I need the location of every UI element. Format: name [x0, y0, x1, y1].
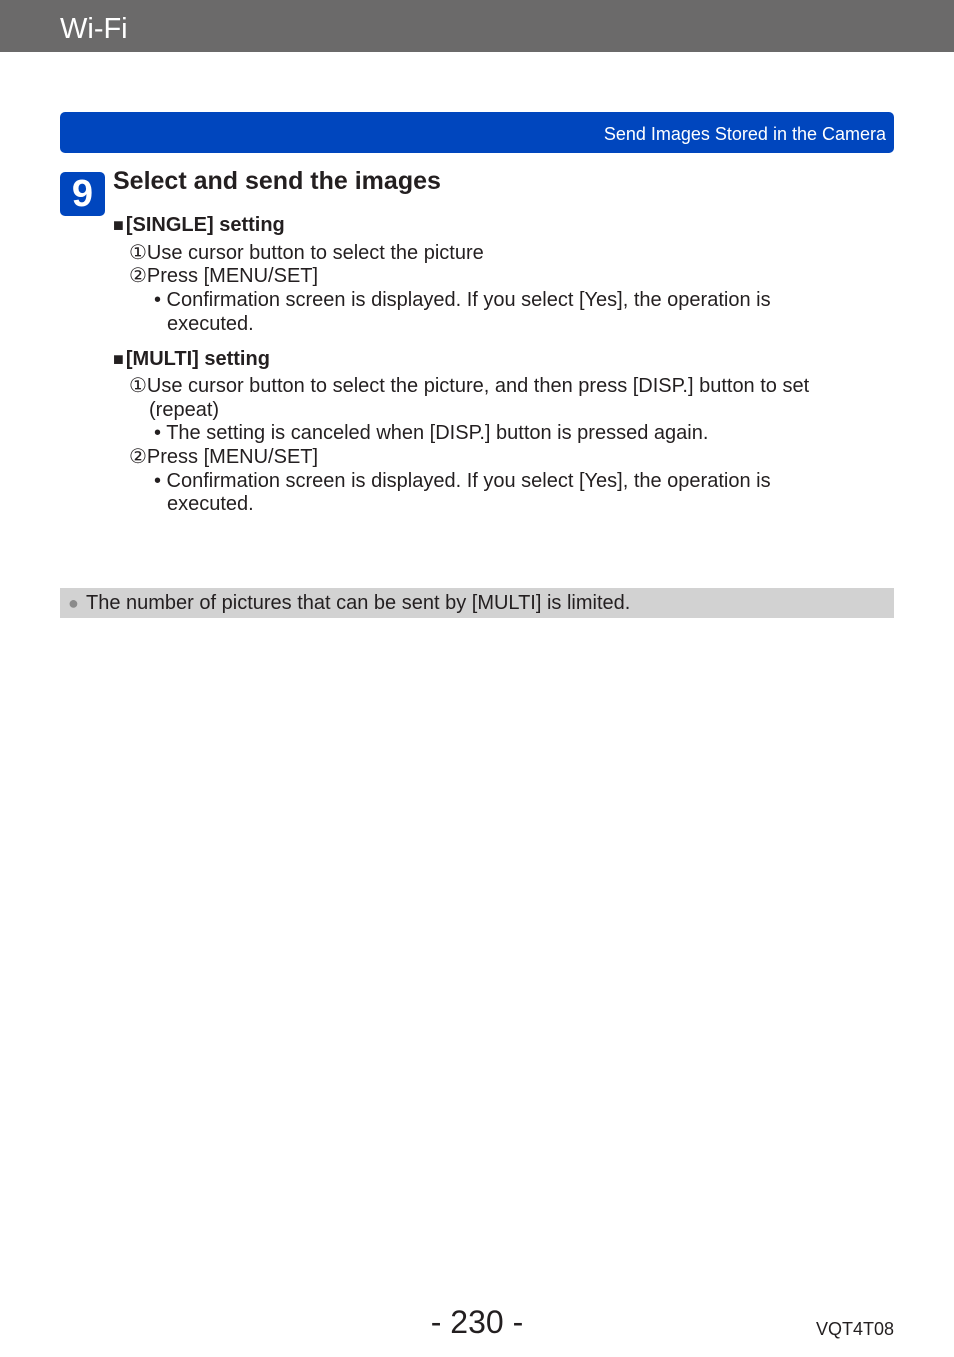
multi-step-2: ②Press [MENU/SET]	[129, 446, 319, 468]
multi-setting-heading	[113, 347, 270, 371]
document-code: VQT4T08	[815, 1319, 894, 1339]
square-bullet-icon: ■	[113, 349, 124, 369]
multi-bullet-2-line-1: • Confirmation screen is displayed. If you select [Yes], the operation is	[154, 470, 771, 492]
single-bullet-1-line-2: executed.	[167, 313, 254, 335]
square-bullet-icon: ■	[113, 215, 124, 235]
single-setting-heading-text: [SINGLE] setting	[125, 214, 285, 236]
step-title: Select and send the images	[113, 167, 441, 195]
section-banner	[60, 112, 894, 153]
single-setting-heading	[113, 213, 285, 237]
multi-step-1-line-1: ①Use cursor button to select the picture, and then press [DISP.] button to set	[129, 375, 810, 397]
step-number-badge: 9	[60, 172, 105, 216]
multi-setting-heading-text: [MULTI] setting	[125, 348, 270, 370]
chapter-header-bar	[0, 0, 954, 52]
single-step-1: ①Use cursor button to select the picture	[129, 242, 484, 264]
single-bullet-1-line-1: • Confirmation screen is displayed. If you select [Yes], the operation is	[154, 289, 771, 311]
multi-bullet-2-line-2: executed.	[167, 493, 254, 515]
multi-bullet-1: • The setting is canceled when [DISP.] button is pressed again.	[154, 422, 709, 444]
single-step-2: ②Press [MENU/SET]	[129, 265, 319, 287]
note-text: The number of pictures that can be sent by [MULTI] is limited.	[86, 592, 631, 614]
chapter-title: Wi-Fi	[60, 13, 128, 45]
section-banner-title: Send Images Stored in the Camera	[603, 124, 886, 144]
circle-bullet-icon: ●	[68, 593, 79, 613]
note-bar	[60, 588, 894, 618]
multi-step-1-line-2: (repeat)	[149, 399, 220, 421]
page-number: - 230 -	[430, 1304, 524, 1340]
